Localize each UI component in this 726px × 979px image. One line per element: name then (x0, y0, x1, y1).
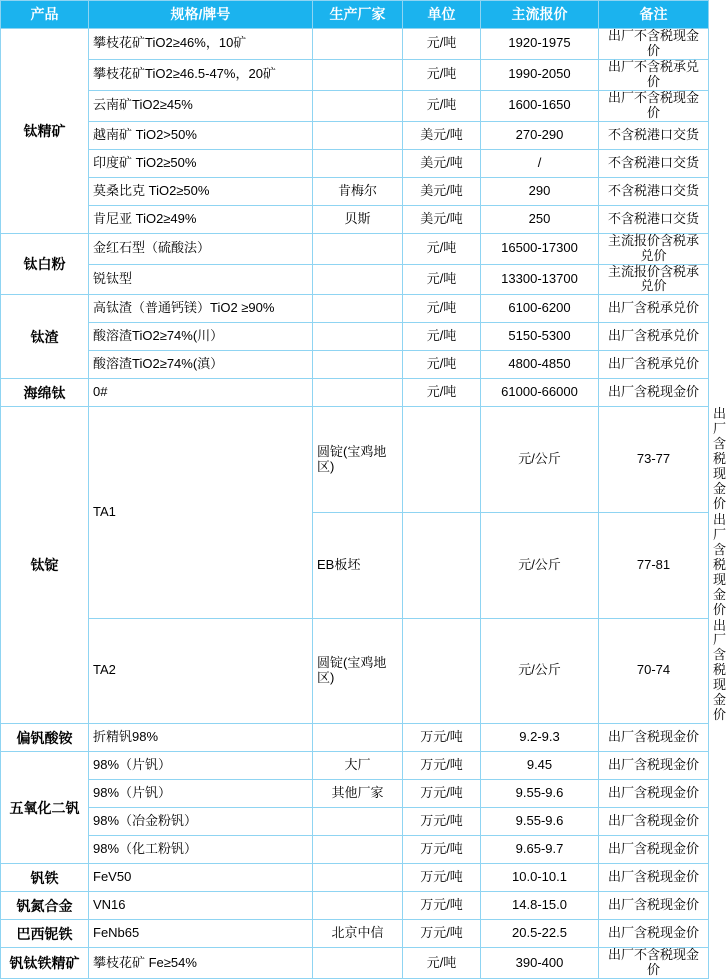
manufacturer-cell (313, 323, 403, 351)
product-category-cell: 巴西铌铁 (1, 920, 89, 948)
remark-cell: 出厂含税承兑价 (599, 323, 709, 351)
spec-cell: 98%（片钒） (89, 752, 313, 780)
price-cell: 9.55-9.6 (481, 780, 599, 808)
price-cell: 9.45 (481, 752, 599, 780)
price-cell: 1600-1650 (481, 90, 599, 121)
unit-cell: 美元/吨 (403, 205, 481, 233)
remark-cell: 不含税港口交货 (599, 149, 709, 177)
table-row (1, 149, 709, 177)
product-category-cell: 钒钛铁精矿 (1, 948, 89, 979)
manufacturer-cell (313, 808, 403, 836)
table-row (1, 948, 709, 979)
unit-cell: 万元/吨 (403, 836, 481, 864)
product-category-cell: 海绵钛 (1, 379, 89, 407)
unit-cell: 元/吨 (403, 90, 481, 121)
unit-cell: 万元/吨 (403, 752, 481, 780)
header-spec: 规格/牌号 (89, 1, 313, 29)
remark-cell: 不含税港口交货 (599, 177, 709, 205)
unit-cell: 元/吨 (403, 29, 481, 60)
table-row: 钛锭 TA1 圆锭(宝鸡地区) 元/公斤 73-77 出厂含税现金价 (1, 407, 709, 513)
header-manufacturer: 生产厂家 (313, 1, 403, 29)
spec-cell: 折精钒98% (89, 724, 313, 752)
price-cell: / (481, 149, 599, 177)
unit-cell: 元/吨 (403, 323, 481, 351)
spec-cell: 高钛渣（普通钙镁）TiO2 ≥90% (89, 295, 313, 323)
price-cell: 9.55-9.6 (481, 808, 599, 836)
manufacturer-cell (313, 948, 403, 979)
spec-cell: 云南矿TiO2≥45% (89, 90, 313, 121)
remark-cell: 出厂含税现金价 (599, 780, 709, 808)
unit-cell: 元/吨 (403, 59, 481, 90)
table-header (1, 1, 709, 29)
unit-cell: 元/吨 (403, 233, 481, 264)
manufacturer-cell: 肯梅尔 (313, 177, 403, 205)
spec-cell: 98%（片钒） (89, 780, 313, 808)
unit-cell: 元/公斤 (481, 512, 599, 618)
unit-cell: 元/吨 (403, 379, 481, 407)
table-row (1, 892, 709, 920)
spec-cell: 越南矿 TiO2>50% (89, 121, 313, 149)
manufacturer-cell (313, 264, 403, 295)
spec-cell: 金红石型（硫酸法） (89, 233, 313, 264)
unit-cell: 美元/吨 (403, 149, 481, 177)
table-body (1, 28, 726, 979)
table-row (1, 808, 709, 836)
spec-form-cell: EB板坯 (313, 512, 403, 618)
remark-cell: 出厂含税现金价 (599, 864, 709, 892)
manufacturer-cell (313, 233, 403, 264)
product-category-cell: 偏钒酸铵 (1, 724, 89, 752)
header-remark: 备注 (599, 1, 709, 29)
remark-cell: 出厂含税承兑价 (599, 351, 709, 379)
product-category-cell: 钛精矿 (1, 29, 89, 234)
table-row (1, 233, 709, 264)
unit-cell: 元/吨 (403, 295, 481, 323)
manufacturer-cell (313, 149, 403, 177)
header-product: 产品 (1, 1, 89, 29)
manufacturer-cell (313, 29, 403, 60)
spec-cell: FeV50 (89, 864, 313, 892)
header-unit: 单位 (403, 1, 481, 29)
spec-cell: 攀枝花矿 Fe≥54% (89, 948, 313, 979)
spec-cell: 攀枝花矿TiO2≥46%，10矿 (89, 29, 313, 60)
remark-cell: 出厂不含税现金价 (599, 90, 709, 121)
price-cell: 73-77 (599, 407, 709, 513)
spec-cell: 酸溶渣TiO2≥74%(川） (89, 323, 313, 351)
remark-cell: 出厂含税承兑价 (599, 295, 709, 323)
unit-cell: 万元/吨 (403, 808, 481, 836)
header-price: 主流报价 (481, 1, 599, 29)
unit-cell: 万元/吨 (403, 780, 481, 808)
remark-cell: 不含税港口交货 (599, 121, 709, 149)
table-row (1, 59, 709, 90)
product-category-cell: 五氧化二钒 (1, 752, 89, 864)
product-category-cell: 钒铁 (1, 864, 89, 892)
product-category-cell: 钛锭 (1, 407, 89, 724)
table-row (1, 724, 709, 752)
spec-cell: 肯尼亚 TiO2≥49% (89, 205, 313, 233)
price-cell: 1990-2050 (481, 59, 599, 90)
table-row (1, 836, 709, 864)
price-cell: 14.8-15.0 (481, 892, 599, 920)
table-row (1, 177, 709, 205)
spec-cell: 莫桑比克 TiO2≥50% (89, 177, 313, 205)
table-row (1, 205, 709, 233)
manufacturer-cell (313, 351, 403, 379)
spec-cell: 攀枝花矿TiO2≥46.5-47%，20矿 (89, 59, 313, 90)
manufacturer-cell (313, 379, 403, 407)
table-row (1, 295, 709, 323)
price-cell: 270-290 (481, 121, 599, 149)
spec-cell: 酸溶渣TiO2≥74%(滇） (89, 351, 313, 379)
price-cell: 4800-4850 (481, 351, 599, 379)
price-cell: 16500-17300 (481, 233, 599, 264)
table-row (1, 379, 709, 407)
product-category-cell: 钛白粉 (1, 233, 89, 295)
manufacturer-cell (313, 836, 403, 864)
unit-cell: 元/吨 (403, 264, 481, 295)
price-cell: 13300-13700 (481, 264, 599, 295)
price-cell: 10.0-10.1 (481, 864, 599, 892)
remark-cell: 出厂不含税承兑价 (599, 59, 709, 90)
unit-cell: 元/吨 (403, 351, 481, 379)
spec-cell: 98%（化工粉钒） (89, 836, 313, 864)
price-cell: 6100-6200 (481, 295, 599, 323)
unit-cell: 万元/吨 (403, 920, 481, 948)
spec-cell: 印度矿 TiO2≥50% (89, 149, 313, 177)
price-cell: 9.2-9.3 (481, 724, 599, 752)
price-cell: 1920-1975 (481, 29, 599, 60)
manufacturer-cell (313, 864, 403, 892)
table-row (1, 264, 709, 295)
remark-cell: 不含税港口交货 (599, 205, 709, 233)
remark-cell: 出厂含税现金价 (599, 724, 709, 752)
table-row (1, 90, 709, 121)
table-row (1, 121, 709, 149)
manufacturer-cell: 其他厂家 (313, 780, 403, 808)
manufacturer-cell (313, 121, 403, 149)
unit-cell: 元/公斤 (481, 618, 599, 724)
remark-cell: 出厂含税现金价 (599, 379, 709, 407)
table-row (1, 323, 709, 351)
remark-cell: 出厂不含税现金价 (599, 948, 709, 979)
spec-grade-cell: TA2 (89, 618, 313, 724)
product-category-cell: 钒氮合金 (1, 892, 89, 920)
manufacturer-cell: 大厂 (313, 752, 403, 780)
remark-cell: 出厂含税现金价 (599, 808, 709, 836)
product-category-cell: 钛渣 (1, 295, 89, 379)
manufacturer-cell (313, 59, 403, 90)
manufacturer-cell: 北京中信 (313, 920, 403, 948)
manufacturer-cell (403, 618, 481, 724)
remark-cell: 主流报价含税承兑价 (599, 264, 709, 295)
remark-cell: 出厂含税现金价 (599, 892, 709, 920)
price-cell: 77-81 (599, 512, 709, 618)
table-row (1, 864, 709, 892)
manufacturer-cell (403, 407, 481, 513)
spec-cell: 锐钛型 (89, 264, 313, 295)
spec-cell: 98%（冶金粉钒） (89, 808, 313, 836)
price-cell: 20.5-22.5 (481, 920, 599, 948)
manufacturer-cell (313, 724, 403, 752)
price-cell: 290 (481, 177, 599, 205)
spec-cell: FeNb65 (89, 920, 313, 948)
unit-cell: 美元/吨 (403, 177, 481, 205)
table-row (1, 780, 709, 808)
spec-grade-cell: TA1 (89, 407, 313, 618)
header-row (1, 1, 709, 29)
table-row (1, 752, 709, 780)
spec-form-cell: 圆锭(宝鸡地区) (313, 618, 403, 724)
remark-cell: 主流报价含税承兑价 (599, 233, 709, 264)
unit-cell: 万元/吨 (403, 724, 481, 752)
spec-form-cell: 圆锭(宝鸡地区) (313, 407, 403, 513)
manufacturer-cell (313, 892, 403, 920)
unit-cell: 美元/吨 (403, 121, 481, 149)
price-cell: 5150-5300 (481, 323, 599, 351)
unit-cell: 万元/吨 (403, 864, 481, 892)
spec-cell: VN16 (89, 892, 313, 920)
price-cell: 70-74 (599, 618, 709, 724)
remark-cell: 出厂不含税现金价 (599, 29, 709, 60)
table-row: TA2 圆锭(宝鸡地区) 元/公斤 70-74 出厂含税现金价 (1, 618, 709, 724)
table-row (1, 29, 709, 60)
price-cell: 61000-66000 (481, 379, 599, 407)
unit-cell: 元/吨 (403, 948, 481, 979)
remark-cell: 出厂含税现金价 (599, 836, 709, 864)
manufacturer-cell (313, 295, 403, 323)
remark-cell: 出厂含税现金价 (599, 752, 709, 780)
unit-cell: 元/公斤 (481, 407, 599, 513)
price-cell: 250 (481, 205, 599, 233)
price-cell: 390-400 (481, 948, 599, 979)
table-row (1, 351, 709, 379)
table-row (1, 920, 709, 948)
table-row: EB板坯 元/公斤 77-81 出厂含税现金价 (1, 512, 709, 618)
manufacturer-cell (313, 90, 403, 121)
spec-cell: 0# (89, 379, 313, 407)
remark-cell: 出厂含税现金价 (599, 920, 709, 948)
manufacturer-cell (403, 512, 481, 618)
unit-cell: 万元/吨 (403, 892, 481, 920)
price-cell: 9.65-9.7 (481, 836, 599, 864)
manufacturer-cell: 贝斯 (313, 205, 403, 233)
